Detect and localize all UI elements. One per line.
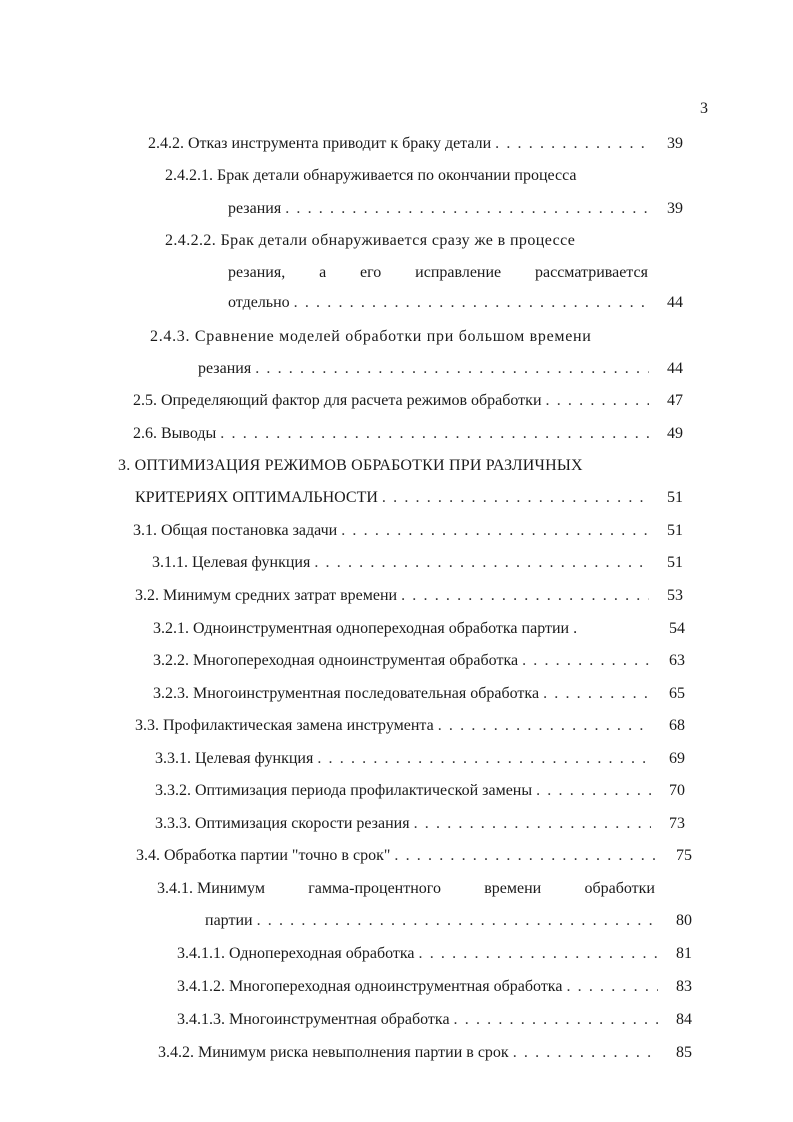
toc-entry-page: 65 [669, 685, 685, 702]
toc-leader-dots [543, 683, 651, 705]
toc-entry [133, 520, 683, 542]
word: обработки [584, 880, 655, 897]
toc-entry-title: 3.2. Минимум средних затрат времени [135, 587, 398, 604]
toc-entry-title: 2.4.2. Отказ инструмента приводит к браку детали [148, 135, 492, 152]
toc-entry [133, 390, 683, 412]
toc-entry [228, 292, 683, 314]
toc-entry-page: 39 [667, 200, 683, 217]
toc-entry [153, 618, 685, 640]
toc-entry [155, 748, 685, 770]
toc-entry-title: 3.1. Общая постановка задачи [133, 522, 338, 539]
toc-entry [205, 910, 692, 932]
word: резания, [228, 264, 286, 281]
toc-leader-dots [414, 813, 651, 835]
toc-entry-title: 2.6. Выводы [133, 425, 217, 442]
toc-entry-title: 3.2.2. Многопереходная одноинструментая обработка [153, 652, 519, 669]
toc-entry-title-cont: отдельно [228, 294, 290, 311]
toc-entry-page: 68 [669, 717, 685, 734]
toc-entry-page: 51 [667, 489, 683, 506]
toc-entry-page: 51 [667, 554, 683, 571]
toc-leader-dots [536, 780, 651, 802]
toc-entry-title: 3.4.1.1. Однопереходная обработка [177, 945, 415, 962]
toc-entry-title: 3.3.1. Целевая функция [155, 750, 314, 767]
toc-entry-title: 3.4.2. Минимум риска невыполнения партии в срок [158, 1044, 509, 1061]
toc-leader-dots [401, 585, 649, 607]
toc-entry-title-cont: резания [228, 200, 282, 217]
toc-leader-dots [454, 1009, 658, 1031]
toc-entry-page: 69 [669, 750, 685, 767]
toc-entry-page: 44 [667, 294, 683, 311]
toc-entry-title: 3.2.1. Одноинструментная однопереходная обработка партии . [153, 620, 578, 637]
toc-entry-title: 3.4.1.3. Многоинструментная обработка [177, 1011, 450, 1028]
toc-leader-dots [438, 715, 651, 737]
toc-leader-dots [566, 976, 658, 998]
toc-leader-dots [495, 133, 649, 155]
toc-entry-page: 53 [667, 587, 683, 604]
toc-entry [153, 650, 685, 672]
word: гамма-процентного [308, 880, 441, 897]
word: 3.4.1. Минимум [157, 880, 265, 897]
page-number: 3 [700, 100, 708, 117]
toc-leader-dots [546, 390, 649, 412]
toc-entry-title: 2.4.3. Сравнение моделей обработки при большом времени [150, 328, 592, 345]
toc-entry [158, 1042, 692, 1064]
toc-entry-page: 84 [676, 1011, 692, 1028]
toc-entry-page: 44 [667, 360, 683, 377]
toc-entry [136, 845, 692, 867]
toc-leader-dots [294, 292, 649, 314]
toc-entry-title: 2.4.2.1. Брак детали обнаруживается по окончании процесса [165, 167, 577, 184]
toc-entry-page: 49 [667, 425, 683, 442]
toc-entry-title: 2.5. Определяющий фактор для расчета режимов обработки [133, 392, 542, 409]
toc-entry-title-cont: партии [205, 912, 253, 929]
toc-entry-title: 3.3.2. Оптимизация периода профилактической замены [155, 782, 533, 799]
toc-leader-dots [255, 358, 649, 380]
toc-leader-dots [419, 943, 659, 965]
toc-entry-title: 3.2.3. Многоинструментная последовательная обработка [153, 685, 540, 702]
toc-entry-page: 70 [669, 782, 685, 799]
toc-leader-dots [394, 845, 658, 867]
toc-leader-dots [382, 487, 649, 509]
toc-entry-title-cont [228, 262, 648, 284]
toc-entry [135, 487, 683, 509]
toc-leader-dots [317, 748, 651, 770]
toc-leader-dots [285, 198, 649, 220]
toc-leader-dots [522, 650, 651, 672]
toc-entry-page: 39 [667, 135, 683, 152]
toc-entry-title: 2.4.2.2. Брак детали обнаруживается сразу же в процессе [165, 232, 576, 249]
toc-leader-dots [314, 552, 649, 574]
toc-entry-page: 80 [676, 912, 692, 929]
toc-entry-title [157, 878, 655, 900]
toc-entry [198, 358, 683, 380]
toc-entry-page: 83 [676, 978, 692, 995]
word: рассматривается [535, 264, 648, 281]
toc-entry-page: 75 [676, 847, 692, 864]
toc-entry-title: 3.4.1.2. Многопереходная одноинструментная обработка [177, 978, 563, 995]
toc-entry-title-cont: резания [198, 360, 252, 377]
toc-entry-title: 3.3.3. Оптимизация скорости резания [155, 815, 410, 832]
toc-entry [155, 780, 685, 802]
toc-entry-page: 51 [667, 522, 683, 539]
word: времени [484, 880, 542, 897]
toc-entry [133, 423, 683, 445]
word: его [360, 264, 382, 281]
toc-entry [228, 198, 683, 220]
toc-leader-dots [341, 520, 649, 542]
toc-entry-title: 3.1.1. Целевая функция [152, 554, 311, 571]
toc-entry-page: 63 [669, 652, 685, 669]
toc-entry-title: 3.4. Обработка партии "точно в срок" [136, 847, 391, 864]
toc-entry-title: 3.3. Профилактическая замена инструмента [135, 717, 434, 734]
toc-chapter-title-cont: КРИТЕРИЯХ ОПТИМАЛЬНОСТИ [135, 489, 378, 506]
toc-entry-page: 85 [676, 1044, 692, 1061]
toc-chapter-title: 3. ОПТИМИЗАЦИЯ РЕЖИМОВ ОБРАБОТКИ ПРИ РАЗЛИЧНЫХ [118, 457, 583, 474]
toc-entry [177, 976, 692, 998]
toc-entry [155, 813, 685, 835]
toc-entry [152, 552, 683, 574]
toc-entry-page: 73 [669, 815, 685, 832]
word: а [319, 264, 327, 281]
word: исправление [415, 264, 502, 281]
toc-entry-page: 81 [676, 945, 692, 962]
toc-entry-page: 47 [667, 392, 683, 409]
toc-entry [135, 715, 685, 737]
toc-entry [177, 943, 692, 965]
toc-leader-dots [513, 1042, 658, 1064]
toc-entry-page: 54 [669, 620, 685, 637]
toc-leader-dots [220, 423, 649, 445]
toc-entry [177, 1009, 692, 1031]
toc-leader-dots [257, 910, 658, 932]
toc-entry [135, 585, 683, 607]
toc-entry [153, 683, 685, 705]
toc-entry [148, 133, 683, 155]
